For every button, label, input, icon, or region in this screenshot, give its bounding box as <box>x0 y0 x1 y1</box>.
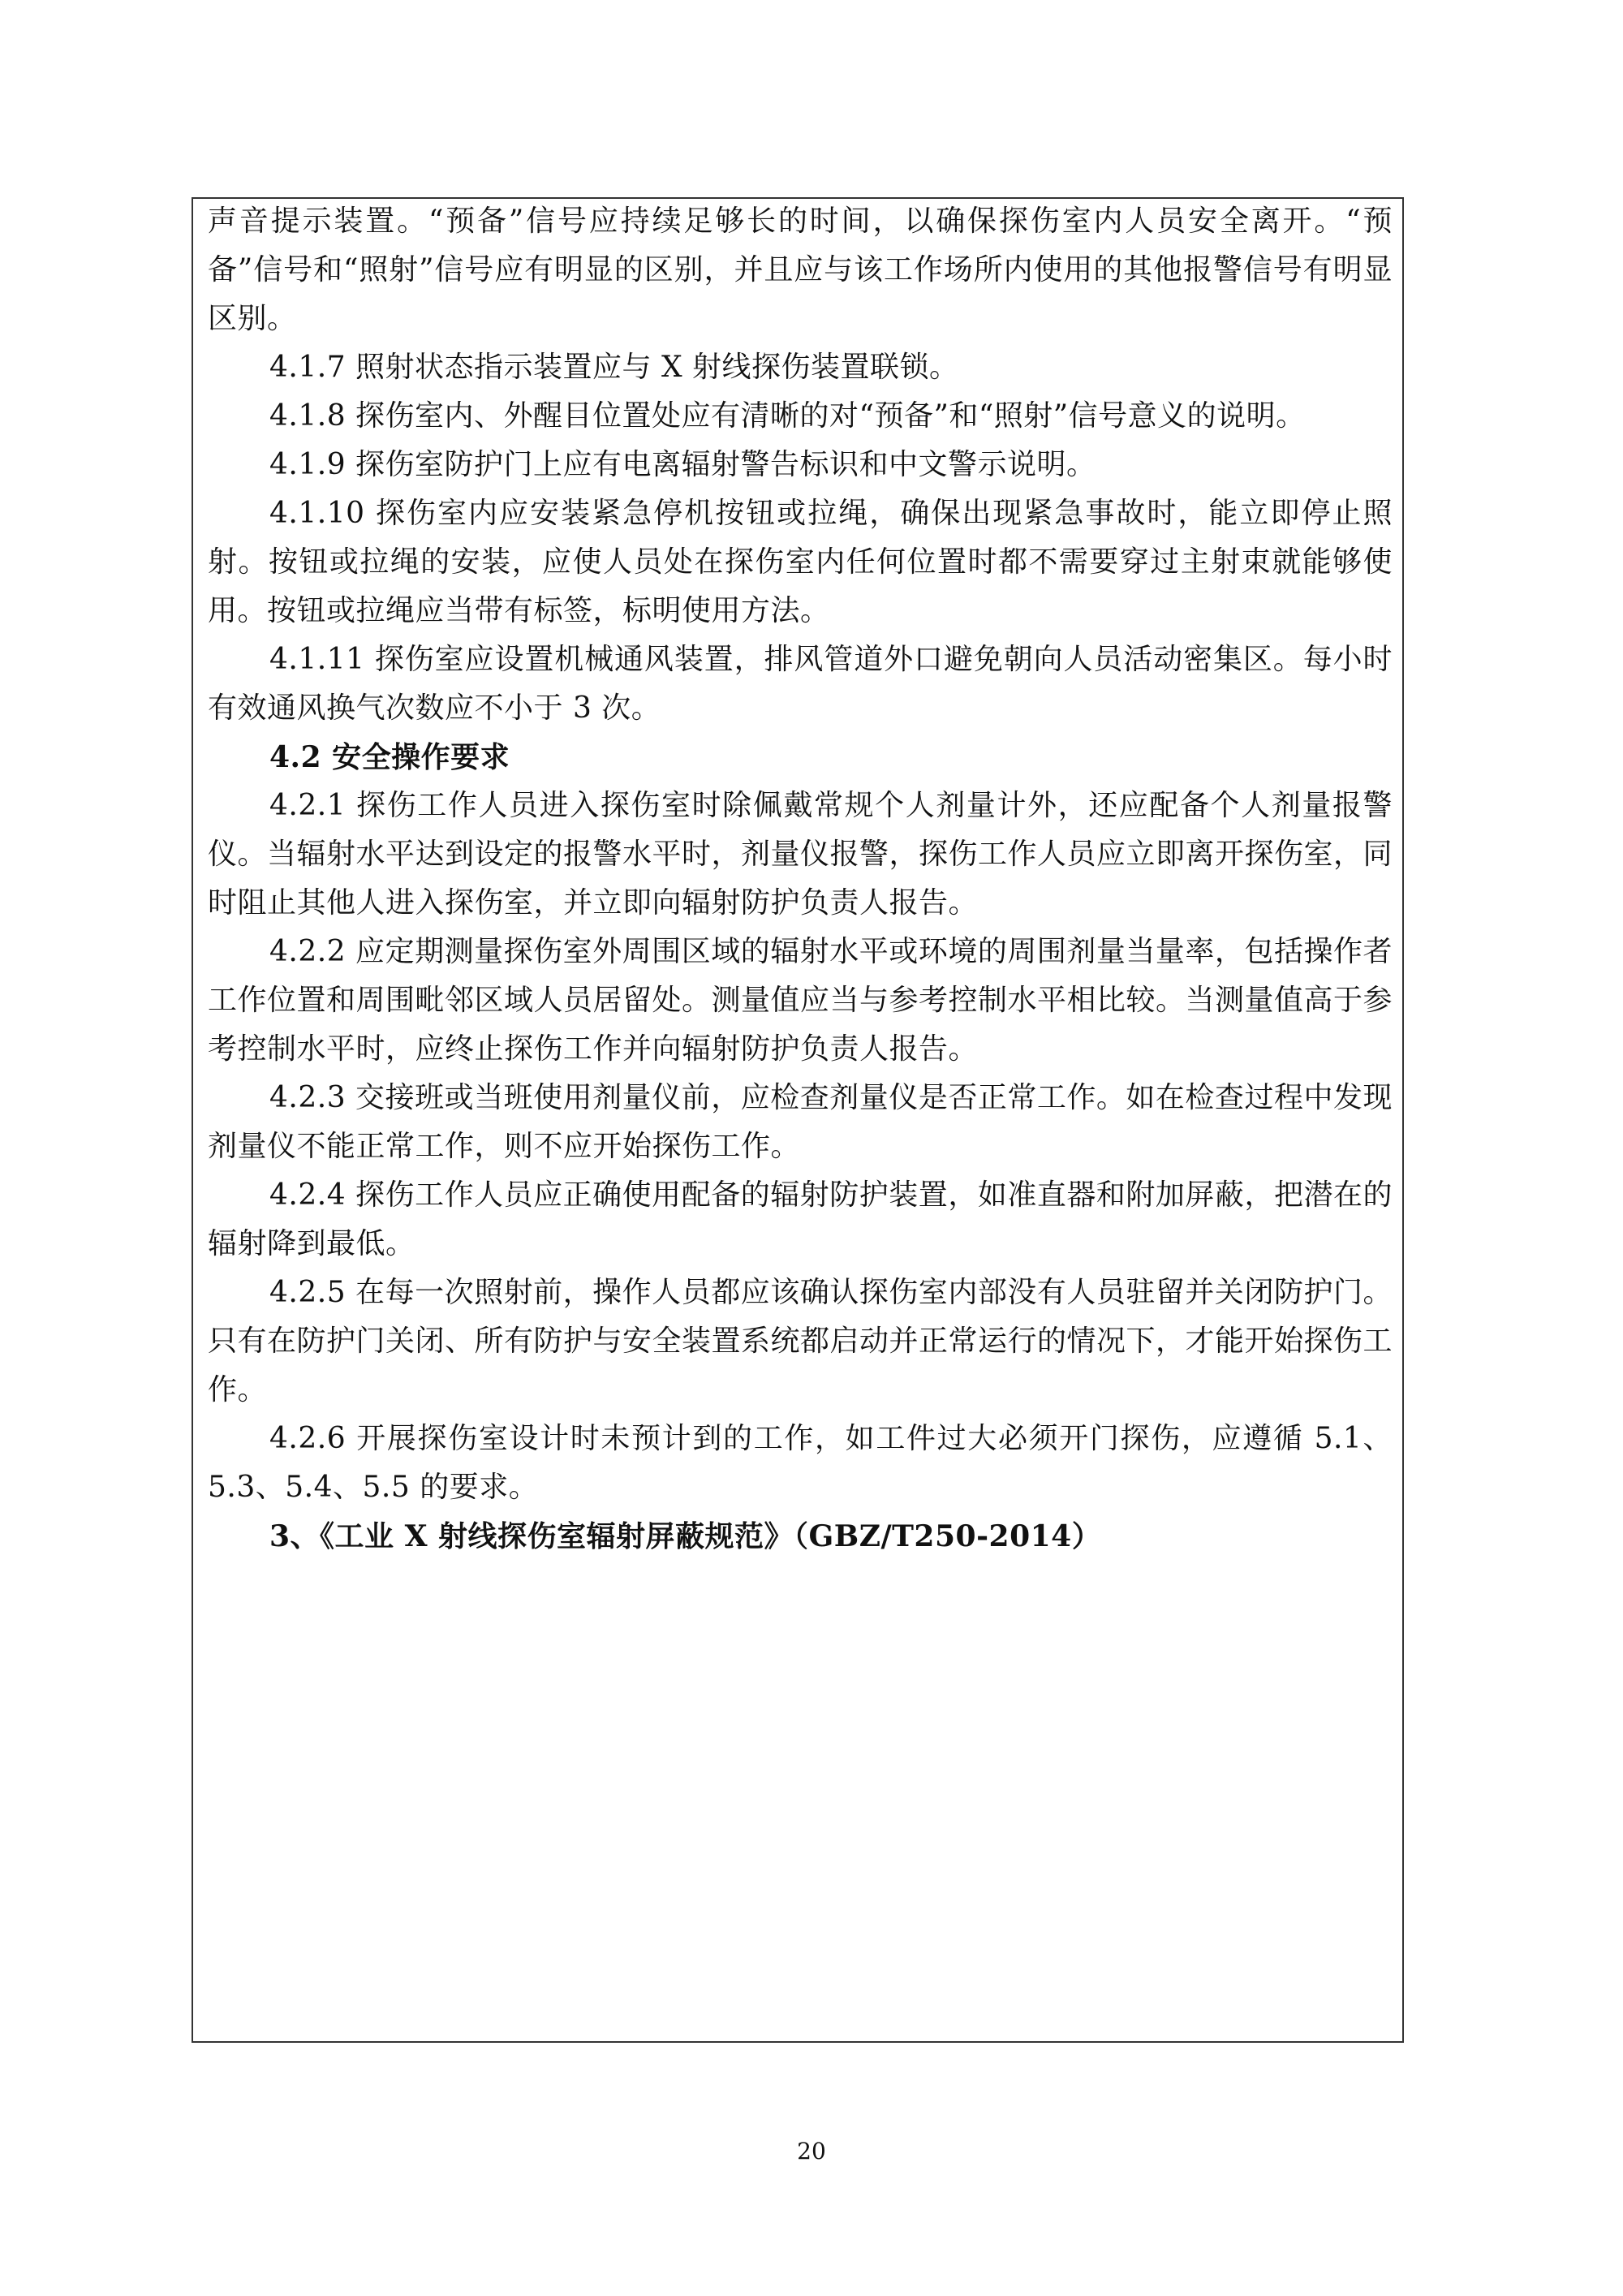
paragraph-4-1-7: 4.1.7 照射状态指示装置应与 X 射线探伤装置联锁。 <box>269 351 959 384</box>
paragraph-4-2-6: 4.2.6 开展探伤室设计时未预计到的工作，如工件过大必须开门探伤，应遵循 5.1、5.3、5.4、5.5 的要求。 <box>208 1422 1393 1504</box>
paragraph-4-2-5: 4.2.5 在每一次照射前，操作人员都应该确认探伤室内部没有人员驻留并关闭防护门。只有在防护门关闭、所有防护与安全装置系统都启动并正常运行的情况下，才能开始探伤工作。 <box>208 1276 1393 1406</box>
paragraph-4-1-11: 4.1.11 探伤室应设置机械通风装置，排风管道外口避免朝向人员活动密集区。每小时有效通风换气次数应不小于 3 次。 <box>208 643 1393 725</box>
section-heading-4-2: 4.2 安全操作要求 <box>269 740 510 774</box>
paragraph-4-2-1: 4.2.1 探伤工作人员进入探伤室时除佩戴常规个人剂量计外，还应配备个人剂量报警仪。当辐射水平达到设定的报警水平时，剂量仪报警，探伤工作人员应立即离开探伤室，同时阻止其他人进入探伤室，并立即向辐射防护负责人报告。 <box>208 789 1393 920</box>
paragraph-4-1-8: 4.1.8 探伤室内、外醒目位置处应有清晰的对“预备”和“照射”信号意义的说明。 <box>269 399 1306 433</box>
paragraph-4-2-4: 4.2.4 探伤工作人员应正确使用配备的辐射防护装置，如准直器和附加屏蔽，把潜在的辐射降到最低。 <box>208 1178 1393 1260</box>
paragraph-4-2-2: 4.2.2 应定期测量探伤室外周围区域的辐射水平或环境的周围剂量当量率，包括操作者工作位置和周围毗邻区域人员居留处。测量值应当与参考控制水平相比较。当测量值高于参考控制水平时，应终止探伤工作并向辐射防护负责人报告。 <box>208 935 1393 1066</box>
paragraph-4-2-3: 4.2.3 交接班或当班使用剂量仪前，应检查剂量仪是否正常工作。如在检查过程中发现剂量仪不能正常工作，则不应开始探伤工作。 <box>208 1081 1393 1163</box>
paragraph-4-1-9: 4.1.9 探伤室防护门上应有电离辐射警告标识和中文警示说明。 <box>269 448 1096 481</box>
document-body <box>208 197 1393 1561</box>
page-number: 20 <box>797 2138 826 2165</box>
section-heading-gbz-t250: 3、《工业 X 射线探伤室辐射屏蔽规范》（GBZ/T250-2014） <box>269 1519 1102 1553</box>
paragraph-4-1-10: 4.1.10 探伤室内应安装紧急停机按钮或拉绳，确保出现紧急事故时，能立即停止照射。按钮或拉绳的安装，应使人员处在探伤室内任何位置时都不需要穿过主射束就能够使用。按钮或拉绳应当带有标签，标明使用方法。 <box>208 497 1393 627</box>
paragraph-p1: 声音提示装置。“预备”信号应持续足够长的时间，以确保探伤室内人员安全离开。“预备”信号和“照射”信号应有明显的区别，并且应与该工作场所内使用的其他报警信号有明显区别。 <box>208 205 1393 335</box>
